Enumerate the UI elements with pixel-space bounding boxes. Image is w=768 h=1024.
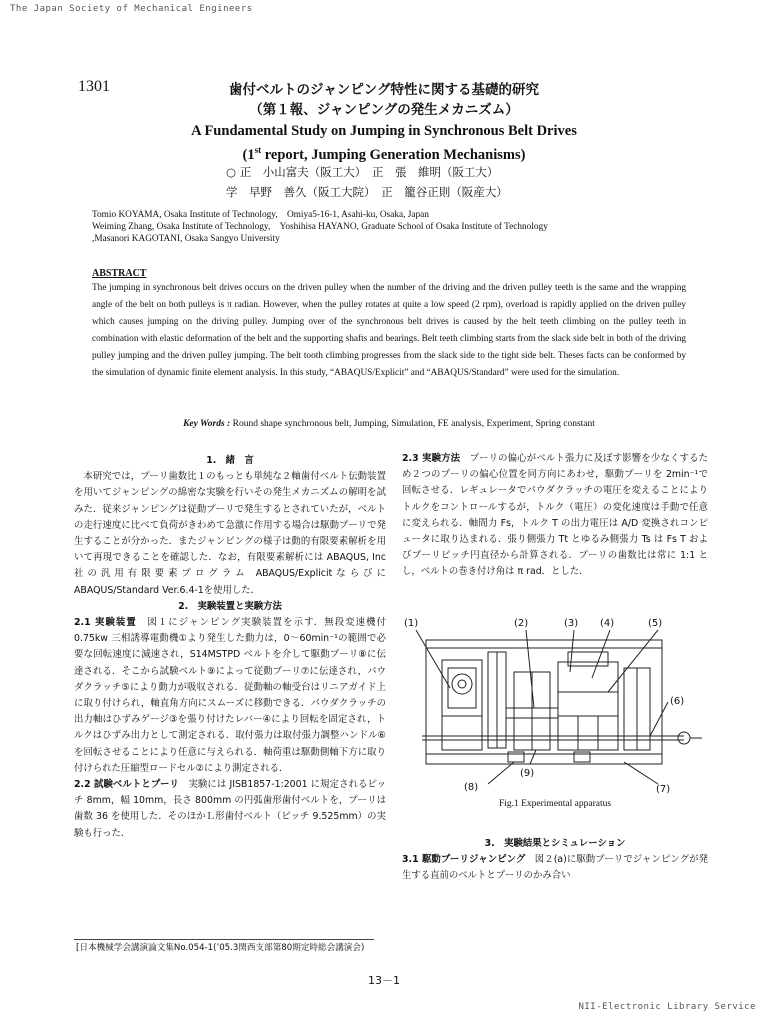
authors-line-1: ○ 正 小山富夫（阪工大） 正 張 維明（阪工大）	[226, 165, 499, 179]
fig-label-4: (4)	[600, 618, 615, 629]
title-english: A Fundamental Study on Jumping in Synchronous Belt Drives	[191, 123, 577, 139]
affiliation-3: ,Masanori KAGOTANI, Osaka Sangyo University	[92, 234, 280, 244]
paper-number: 1301	[78, 78, 110, 95]
fig-label-1: (1)	[404, 618, 419, 629]
figure-1	[402, 612, 708, 812]
right-column-top	[402, 451, 708, 581]
subtitle-japanese: （第１報、ジャンピングの発生メカニズム）	[249, 102, 519, 118]
section-2-2-head: 2.2 試験ベルトとプーリ	[74, 779, 179, 791]
fig-label-3: (3)	[564, 618, 579, 629]
title-japanese: 歯付ベルトのジャンピング特性に関する基礎的研究	[229, 82, 539, 98]
abstract-heading: ABSTRACT	[92, 268, 147, 279]
section-3-title: 3. 実験結果とシミュレーション	[484, 838, 626, 849]
fig-label-6: (6)	[670, 696, 685, 707]
keywords-label: Key Words :	[183, 419, 231, 429]
affiliation-1: Tomio KOYAMA, Osaka Institute of Technology, Omiya5-16-1, Asahi-ku, Osaka, Japan	[92, 210, 429, 220]
abstract-body: The jumping in synchronous belt drives occurs on the driven pulley when the number of the driving and the driven pulley teeth is the same and the wrapping angle of the belt on both pulleys is π radian. However, when the pulley rotates at quite a low speed (2 rpm), overload is rapidly applied on the driven pulley which causes jumping on the driving pulley. Jumping over of the synchronous belt drives is caused by the belt teeth climbing on the pulley teeth in combination with elastic deformation of the belt and the supporting shafts and bearings. Belt teeth climbing starts from the slack side belt in both of the driving pulley jumping and the driven pulley jumping. The belt tooth climbing progresses from the slack side to the tight side belt. Theses facts can be conformed by the simulation of dynamic finite element analysis. In this study, “ABAQUS/Explicit” and “ABAQUS/Standard” were used for the simulation.	[92, 283, 686, 379]
authors-line-2: 学 早野 善久（阪工大院） 正 籠谷正則（阪産大）	[226, 185, 508, 199]
service-footer: NII-Electronic Library Service	[578, 1002, 756, 1012]
fig-label-2: (2)	[514, 618, 529, 629]
section-2-3	[402, 451, 708, 581]
fig-label-9: (9)	[520, 768, 535, 779]
footnote: [日本機械学会講演論文集No.054-1(’05.3関西支部第80期定時総会講演会)	[76, 943, 365, 953]
footnote-rule	[74, 939, 374, 940]
section-1-title: 1. 緒 言	[206, 455, 254, 466]
section-2-title: 2. 実験装置と実験方法	[178, 600, 282, 612]
right-column-bottom	[402, 836, 708, 885]
affiliation-2: Weiming Zhang, Osaka Institute of Technology, Yoshihisa HAYANO, Graduate School of Osaka Institute of Technology	[92, 222, 548, 232]
section-2-1	[74, 615, 386, 777]
section-2-3-head: 2.3 実験方法	[402, 453, 461, 464]
section-1-body: 本研究では，プーリ歯数比１のもっとも単純な２軸歯付ベルト伝動装置を用いてジャンピングの綿密な実験を行いその発生メカニズムの解明を試みた．従来ジャンピングは従動プーリで発生するとされていたが，ベルトの走行速度に比べて負荷がきわめて急激に作用する場合は駆動プーリで発生することが分かった．またジャンピングの様子は動的有限要素解析を用いて再現できることを確認した．なお，有限要素解析には ABAQUS, Inc 社の汎用有限要素プログラム ABAQUS/Explicitならびに ABAQUS/Standard Ver.6.4-1を使用した．	[74, 471, 386, 596]
section-3-1	[402, 852, 708, 884]
page-number: 13－1	[368, 974, 400, 987]
section-2-2-body: 実験には JISB1857-1:2001 に規定されるピッチ 8mm，幅 10mm，長さ 800mm の円弧歯形歯付ベルトを，プーリは歯数 36 を使用した．そのほかＬ形歯付ベルト（ピッチ 9.525mm）の実験も行った．	[74, 779, 386, 839]
section-3-1-body: 図２(a)に駆動プーリでジャンピングが発生する直前のベルトとプーリのかみ合い	[402, 854, 708, 882]
figure-1-caption: Fig.1 Experimental apparatus	[498, 799, 612, 809]
section-3-1-head: 3.1 駆動プーリジャンピング	[402, 854, 526, 866]
fig-label-8: (8)	[464, 782, 479, 793]
keywords	[92, 419, 686, 429]
fig-label-5: (5)	[648, 618, 663, 629]
subtitle-english: (1st report, Jumping Generation Mechanisms)	[242, 145, 526, 163]
left-column	[74, 453, 386, 842]
keywords-text: Round shape synchronous belt, Jumping, Simulation, FE analysis, Experiment, Spring constant	[230, 419, 595, 429]
apparatus-drawing	[402, 612, 708, 802]
section-2-1-head: 2.1 実験装置	[74, 617, 137, 629]
society-header: The Japan Society of Mechanical Engineers	[10, 4, 253, 14]
section-2-1-body: 図１にジャンピング実験装置を示す．無段変速機付 0.75kw 三相誘導電動機①より発生した動力は，0～60min⁻¹の範囲で必要な回転速度に減速され，S14MSTPD ベルトを介して駆動プーリ⑧に伝達される．そこから試験ベルト⑨によって従動プーリ⑦に伝達され，パウダクラッチ⑤により動力が吸収される．従動軸の軸受台はリニアガイド上に取り付けられ，軸直角方向にスムーズに移動できる．パウダクラッチの出力軸はひずみゲージ③を張り付けたレバー④により回転を固定され，トルクはひずみ出力として測定される．取付張力は取付張力調整ハンドル⑥を回転させることにより任意に与えられる．軸荷重は駆動側軸下方に取り付けられた圧縮型ロードセル②により測定される．	[74, 617, 386, 774]
fig-label-7: (7)	[656, 784, 671, 795]
section-2-2	[74, 777, 386, 842]
section-2-3-body: プーリの偏心がベルト張力に及ぼす影響を少なくするため２つのプーリの偏心位置を同方向にあわせ，駆動プーリを 2min⁻¹で回転させる．レギュレータでパウダクラッチの電圧を変えることによりトルクをコントロールするが，トルク（電圧）の変化速度は手動で任意に変えられる．軸間力 Fs，トルク T の出力電圧は A/D 変換されコンピュータに取り込まれる．張り側張力 Tt とゆるみ側張力 Ts は Fs T およびプーリピッチ円直径から計算される．プーリの歯数比は常に 1:1 とし，ベルトの巻き付け角は π rad．とした．	[402, 453, 708, 578]
